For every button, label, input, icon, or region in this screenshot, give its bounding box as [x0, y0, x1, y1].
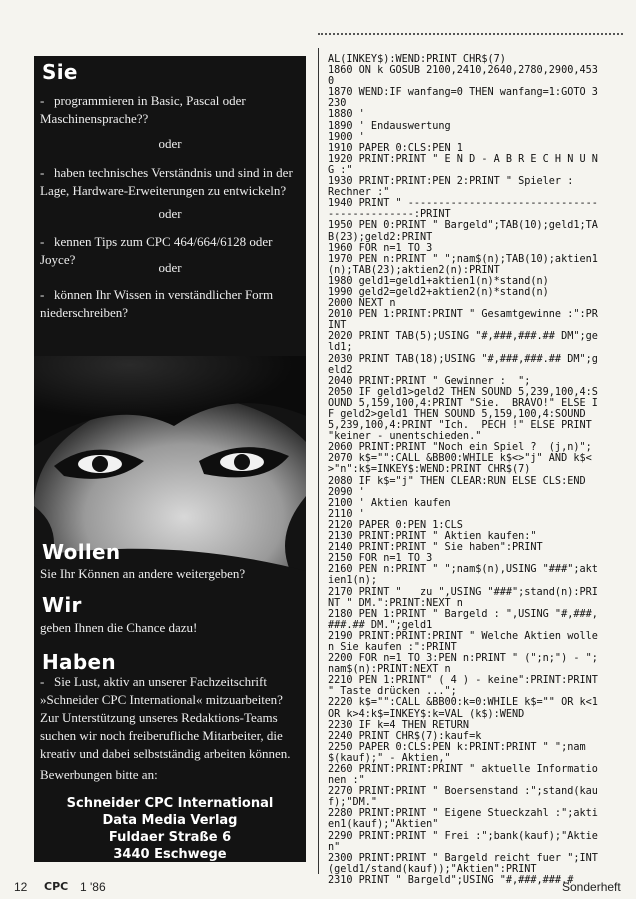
ad-bullet-4: - können Ihr Wissen in verständlicher Form niederschreiben?: [40, 287, 274, 320]
code-line: 1900 ': [328, 131, 365, 143]
code-line: 1940 PRINT " ---------------------------------------------:PRINT: [328, 198, 598, 221]
code-line: 2070 k$="":CALL &BB00:WHILE k$<>"j" AND k$<>"n":k$=INKEY$:WEND:PRINT CHR$(7): [328, 453, 592, 476]
ad-oder-1: oder: [158, 136, 182, 151]
code-line: 2220 k$="":CALL &BB00:k=0:WHILE k$="" OR k<1 OR k>4:k$=INKEY$:k=VAL (k$):WEND: [328, 697, 605, 720]
code-line: 2030 PRINT TAB(18);USING "#,###,###.## DM";geld2: [328, 353, 598, 376]
code-line: 2280 PRINT:PRINT " Eigene Stueckzahl :";aktien1(kauf);"Aktien": [328, 808, 598, 831]
basic-code-listing: [328, 54, 605, 886]
code-line: 2130 PRINT:PRINT " Aktien kaufen:": [328, 531, 537, 543]
code-line: 1980 geld1=geld1+aktien1(n)*stand(n): [328, 275, 549, 287]
ad-wir-text: geben Ihnen die Chance dazu!: [40, 620, 198, 635]
code-line: 2010 PEN 1:PRINT:PRINT " Gesamtgewinne :":PRINT: [328, 309, 598, 332]
magazine-name: CPC: [44, 880, 69, 893]
ad-address-line-3: Fuldaer Straße 6: [108, 830, 232, 845]
issue-label: 1 '86: [80, 880, 106, 894]
ad-heading-sie: Sie: [42, 60, 78, 84]
code-line: 2270 PRINT:PRINT " Boersenstand :";stand(kauf);"DM.": [328, 786, 598, 809]
code-line: 2060 PRINT:PRINT "Noch ein Spiel ? (j,n)";: [328, 442, 592, 454]
code-line: 1870 WEND:IF wanfang=0 THEN wanfang=1:GOTO 3230: [328, 87, 598, 110]
ad-bullet-1: - programmieren in Basic, Pascal oder Maschinensprache??: [40, 93, 246, 126]
code-line: 1930 PRINT:PRINT:PEN 2:PRINT " Spieler : Rechner :": [328, 176, 598, 199]
code-line: 1950 PEN 0:PRINT " Bargeld";TAB(10);geld1;TAB(23);geld2:PRINT: [328, 220, 598, 243]
code-line: 2210 PEN 1:PRINT" ( 4 ) - keine":PRINT:PRINT " Taste drücken ...";: [328, 675, 605, 698]
ad-address-line-4: 3440 Eschwege: [113, 847, 227, 862]
code-line: 2140 PRINT:PRINT " Sie haben":PRINT: [328, 542, 543, 554]
ad-heading-wollen: Wollen: [42, 540, 121, 564]
ad-bewerbung-label: Bewerbungen bitte an:: [40, 767, 158, 782]
code-line: 2260 PRINT:PRINT:PRINT " aktuelle Informationen :": [328, 764, 598, 787]
code-line: 2000 NEXT n: [328, 298, 396, 310]
code-line: 2250 PAPER 0:CLS:PEN k:PRINT:PRINT " ";nam$(kauf);" - Aktien,": [328, 741, 586, 764]
ad-oder-3: oder: [158, 260, 182, 275]
ad-heading-haben: Haben: [42, 650, 116, 674]
ad-haben-text: - Sie Lust, aktiv an unserer Fachzeitschrift »Schneider CPC International« mitzuarbeiten? Zur Unterstützung unseres Redaktions-Teams suchen wir noch freiberufliche Mitarbeiter, die kreativ und dabei selbstständig arbeiten können.: [40, 674, 291, 761]
code-line: 2090 ': [328, 486, 365, 498]
code-line: 2040 PRINT:PRINT " Gewinner : ";: [328, 375, 531, 387]
code-line: 2160 PEN n:PRINT " ";nam$(n),USING "###";aktien1(n);: [328, 564, 598, 587]
ad-heading-wir: Wir: [42, 593, 82, 617]
code-line: 2310 PRINT " Bargeld";USING "#,###,###.#: [328, 874, 574, 886]
code-line: 2200 FOR n=1 TO 3:PEN n:PRINT " (";n;") - ";nam$(n):PRINT:NEXT n: [328, 653, 598, 676]
code-line: 1890 ' Endauswertung: [328, 120, 451, 132]
code-line: 2230 IF k=4 THEN RETURN: [328, 719, 470, 731]
code-line: 2180 PEN 1:PRINT " Bargeld : ",USING "#,###,###.## DM.";geld1: [328, 608, 598, 631]
ad-address-line-1: Schneider CPC International: [66, 796, 274, 811]
code-line: 2240 PRINT CHR$(7):kauf=k: [328, 730, 482, 742]
code-line: AL(INKEY$):WEND:PRINT CHR$(7): [328, 54, 506, 65]
code-line: 1960 FOR n=1 TO 3: [328, 242, 433, 254]
code-line: 1860 ON k GOSUB 2100,2410,2640,2780,2900,4530: [328, 65, 598, 88]
code-line: 2300 PRINT:PRINT " Bargeld reicht fuer ";INT(geld1/stand(kauf));"Aktien":PRINT: [328, 852, 598, 875]
code-line: 2020 PRINT TAB(5);USING "#,###,###.## DM";geld1;: [328, 331, 598, 354]
code-line: 2110 ': [328, 508, 365, 520]
code-line: 2290 PRINT:PRINT " Frei :";bank(kauf);"Aktien": [328, 830, 598, 853]
ad-address-line-2: Data Media Verlag: [102, 813, 238, 828]
code-line: 2120 PAPER 0:PEN 1:CLS: [328, 519, 463, 531]
ad-oder-2: oder: [158, 206, 182, 221]
code-line: 1910 PAPER 0:CLS:PEN 1: [328, 142, 463, 154]
page-number: 12: [14, 880, 28, 894]
code-line: 2080 IF k$="j" THEN CLEAR:RUN ELSE CLS:END: [328, 475, 586, 487]
code-line: 2050 IF geld1>geld2 THEN SOUND 5,239,100,4:SOUND 5,159,100,4:PRINT "Sie. BRAVO!" ELSE IF geld2>geld1 THEN SOUND 5,159,100,4:SOUND 5,239,100,4:PRINT "Ich. PECH !" ELSE PRINT "keiner - unentschieden.": [328, 386, 598, 443]
code-line: 2190 PRINT:PRINT:PRINT " Welche Aktien wollen Sie kaufen :":PRINT: [328, 630, 598, 653]
code-line: 1920 PRINT:PRINT " E N D - A B R E C H N U N G :": [328, 153, 605, 176]
job-advertisement: [34, 56, 306, 862]
edition-label: Sonderheft: [562, 880, 621, 894]
code-line: 1990 geld2=geld2+aktien2(n)*stand(n): [328, 286, 549, 298]
ad-bullet-3: - kennen Tips zum CPC 464/664/6128 oder Joyce?: [40, 234, 273, 267]
code-line: 1880 ': [328, 109, 365, 121]
code-line: 2150 FOR n=1 TO 3: [328, 553, 433, 565]
top-dotted-rule: [318, 33, 623, 35]
code-line: 1970 PEN n:PRINT " ";nam$(n);TAB(10);aktien1(n);TAB(23);aktien2(n):PRINT: [328, 253, 598, 276]
ad-wollen-text: Sie Ihr Können an andere weitergeben?: [40, 566, 246, 581]
code-line: 2170 PRINT " zu ",USING "###";stand(n):PRINT " DM.":PRINT:NEXT n: [328, 586, 598, 609]
ad-bullet-2: - haben technisches Verständnis und sind in der Lage, Hardware-Erweiterungen zu entwickeln?: [40, 165, 293, 198]
code-column-rule: [318, 48, 327, 874]
code-line: 2100 ' Aktien kaufen: [328, 497, 451, 509]
